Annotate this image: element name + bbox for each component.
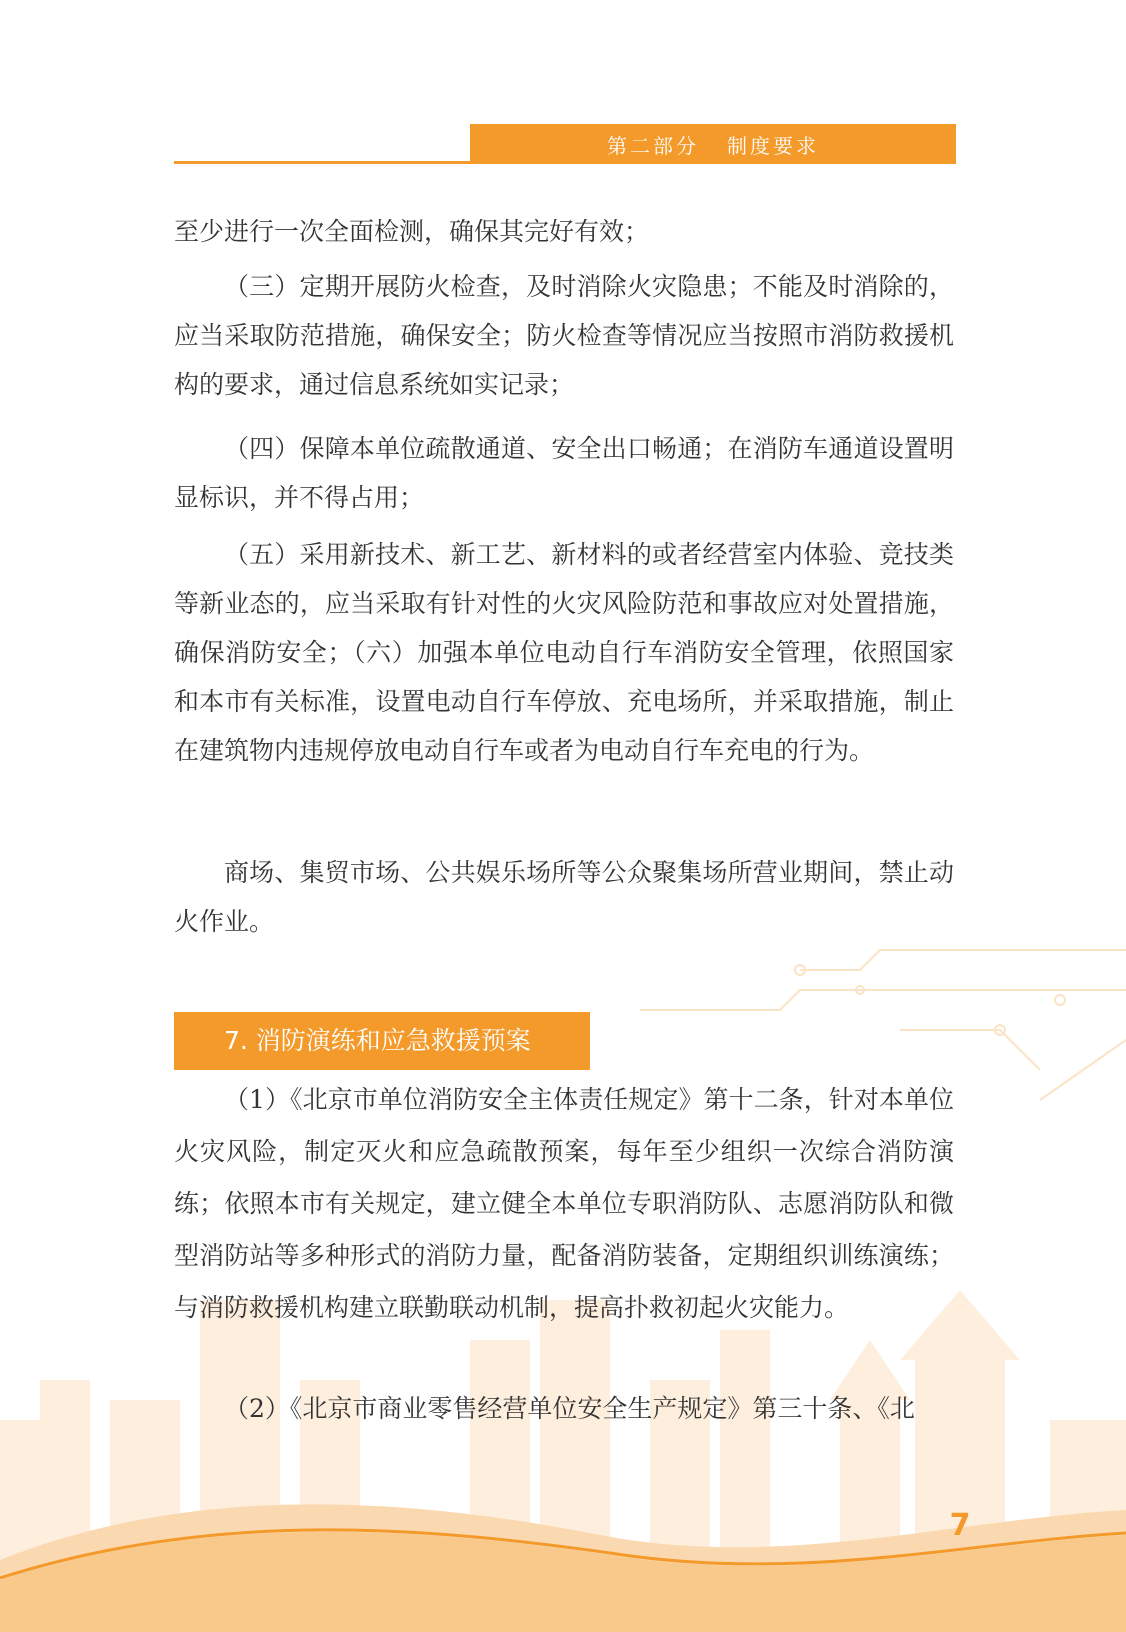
paragraph: （四）保障本单位疏散通道、安全出口畅通；在消防车通道设置明显标识，并不得占用； (174, 434, 954, 512)
paragraph: （五）采用新技术、新工艺、新材料的或者经营室内体验、竞技类等新业态的，应当采取有针对性的火灾风险防范和事故应对处置措施，确保消防安全；（六）加强本单位电动自行车消防安全管理，依照国家和本市有关标准，设置电动自行车停放、充电场所，并采取措施，制止在建筑物内违规停放电动自行车或者为电动自行车充电的行为。 (174, 540, 954, 765)
paragraph: （1）《北京市单位消防安全主体责任规定》第十二条，针对本单位火灾风险，制定灭火和应急疏散预案，每年至少组织一次综合消防演练；依照本市有关规定，建立健全本单位专职消防队、志愿消防队和微型消防站等多种形式的消防力量，配备消防装备，定期组织训练演练；与消防救援机构建立联勤联动机制，提高扑救初起火灾能力。 (174, 1085, 954, 1322)
paragraph: （三）定期开展防火检查，及时消除火灾隐患；不能及时消除的，应当采取防范措施，确保安全；防火检查等情况应当按照市消防救援机构的要求，通过信息系统如实记录； (174, 272, 954, 399)
page-number: 7 (949, 1508, 971, 1543)
paragraph: 至少进行一次全面检测，确保其完好有效； (174, 217, 650, 246)
paragraph: （2）《北京市商业零售经营单位安全生产规定》第三十条、《北 (224, 1394, 915, 1423)
chapter-title: 制度要求 (727, 133, 819, 158)
section-heading: 7. 消防演练和应急救援预案 (174, 1012, 590, 1070)
paragraph: 商场、集贸市场、公共娱乐场所等公众聚集场所营业期间，禁止动火作业。 (174, 858, 954, 936)
chapter-part: 第二部分 (607, 133, 699, 158)
chapter-header (470, 124, 956, 164)
